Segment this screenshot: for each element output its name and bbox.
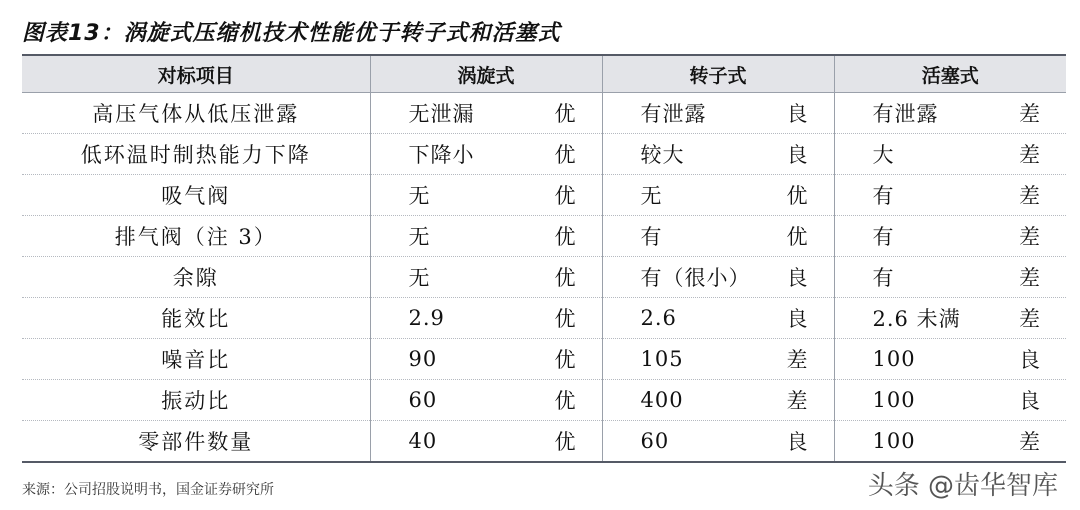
cell-content bbox=[371, 180, 602, 210]
cell-content bbox=[371, 385, 602, 415]
row-item-label: 高压气体从低压泄露 bbox=[22, 93, 370, 134]
cell-content bbox=[835, 180, 1067, 210]
cell-grade: 良 bbox=[1019, 389, 1040, 413]
cell-value: 2.9 bbox=[408, 306, 445, 330]
cell-value: 400 bbox=[640, 388, 684, 412]
cell-content bbox=[835, 426, 1067, 456]
cell-content bbox=[371, 98, 602, 128]
table-row bbox=[22, 216, 1066, 257]
table-cell bbox=[602, 134, 834, 175]
table-row bbox=[22, 421, 1066, 462]
cell-value: 无 bbox=[408, 184, 431, 208]
cell-value: 有 bbox=[872, 225, 895, 249]
table-cell bbox=[370, 298, 602, 339]
cell-content bbox=[603, 303, 834, 333]
cell-grade: 良 bbox=[786, 143, 808, 167]
row-item-label: 吸气阀 bbox=[22, 175, 370, 216]
source-note: 来源：公司招股说明书，国金证券研究所 bbox=[22, 482, 274, 498]
cell-grade: 差 bbox=[1019, 430, 1040, 454]
row-item-label: 噪音比 bbox=[22, 339, 370, 380]
cell-grade: 良 bbox=[786, 307, 808, 331]
figure-title: 图表13：涡旋式压缩机技术性能优于转子式和活塞式 bbox=[22, 21, 561, 46]
header-item: 对标项目 bbox=[22, 56, 370, 93]
table-cell bbox=[370, 339, 602, 380]
cell-value: 有 bbox=[872, 184, 895, 208]
cell-grade: 差 bbox=[786, 348, 808, 372]
table-cell bbox=[834, 134, 1066, 175]
cell-grade: 差 bbox=[1019, 307, 1040, 331]
table-cell bbox=[834, 339, 1066, 380]
table-cell bbox=[602, 257, 834, 298]
cell-content bbox=[371, 344, 602, 374]
cell-content bbox=[835, 262, 1067, 292]
table-cell bbox=[834, 93, 1066, 134]
cell-grade: 差 bbox=[1019, 184, 1040, 208]
cell-content bbox=[835, 385, 1067, 415]
table-cell bbox=[834, 380, 1066, 421]
cell-grade: 优 bbox=[554, 266, 576, 290]
table-row bbox=[22, 93, 1066, 134]
cell-content bbox=[371, 262, 602, 292]
table-header-row bbox=[22, 56, 1066, 93]
cell-grade: 优 bbox=[786, 184, 808, 208]
cell-value: 无 bbox=[640, 184, 663, 208]
cell-content bbox=[371, 303, 602, 333]
cell-content bbox=[835, 139, 1067, 169]
cell-value: 有 bbox=[872, 266, 895, 290]
row-item-label: 余隙 bbox=[22, 257, 370, 298]
cell-value: 无 bbox=[408, 266, 431, 290]
cell-grade: 良 bbox=[786, 430, 808, 454]
table-cell bbox=[834, 216, 1066, 257]
cell-grade: 优 bbox=[554, 143, 576, 167]
header-rotary: 转子式 bbox=[602, 56, 834, 93]
cell-grade: 优 bbox=[554, 307, 576, 331]
table-cell bbox=[602, 339, 834, 380]
cell-grade: 差 bbox=[1019, 266, 1040, 290]
cell-grade: 优 bbox=[554, 389, 576, 413]
table-cell bbox=[370, 93, 602, 134]
cell-content bbox=[603, 139, 834, 169]
table-cell bbox=[370, 175, 602, 216]
cell-grade: 差 bbox=[1019, 102, 1040, 126]
table-row bbox=[22, 380, 1066, 421]
table-cell bbox=[834, 421, 1066, 462]
cell-grade: 优 bbox=[554, 102, 576, 126]
cell-grade: 良 bbox=[786, 102, 808, 126]
cell-value: 无泄漏 bbox=[408, 102, 475, 126]
table-cell bbox=[370, 421, 602, 462]
cell-grade: 差 bbox=[1019, 225, 1040, 249]
cell-content bbox=[371, 426, 602, 456]
cell-content bbox=[835, 303, 1067, 333]
table-cell bbox=[834, 257, 1066, 298]
cell-value: 60 bbox=[408, 388, 438, 412]
cell-grade: 优 bbox=[786, 225, 808, 249]
table-cell bbox=[370, 216, 602, 257]
row-item-label: 零部件数量 bbox=[138, 430, 254, 454]
table-cell bbox=[602, 421, 834, 462]
table-cell bbox=[602, 216, 834, 257]
cell-value: 有泄露 bbox=[640, 102, 707, 126]
table-row bbox=[22, 175, 1066, 216]
row-item-label: 振动比 bbox=[22, 380, 370, 421]
cell-content bbox=[603, 180, 834, 210]
cell-value: 60 bbox=[640, 429, 670, 453]
cell-value: 90 bbox=[408, 347, 438, 371]
table-row bbox=[22, 257, 1066, 298]
table-cell bbox=[370, 257, 602, 298]
cell-grade: 差 bbox=[1019, 143, 1040, 167]
cell-value: 有泄露 bbox=[872, 102, 939, 126]
header-scroll: 涡旋式 bbox=[370, 56, 602, 93]
table-row bbox=[22, 339, 1066, 380]
cell-content bbox=[835, 98, 1067, 128]
table-cell bbox=[370, 380, 602, 421]
cell-grade: 优 bbox=[554, 348, 576, 372]
cell-grade: 差 bbox=[786, 389, 808, 413]
cell-grade: 良 bbox=[1019, 348, 1040, 372]
row-item-label: 能效比 bbox=[22, 298, 370, 339]
cell-value: 100 bbox=[872, 388, 916, 412]
cell-grade: 良 bbox=[786, 266, 808, 290]
row-item-label: 低环温时制热能力下降 bbox=[22, 134, 370, 175]
table-row bbox=[22, 298, 1066, 339]
cell-content bbox=[603, 385, 834, 415]
cell-value: 下降小 bbox=[408, 143, 475, 167]
cell-content bbox=[371, 221, 602, 251]
cell-value: 较大 bbox=[640, 143, 685, 167]
cell-content bbox=[371, 139, 602, 169]
cell-value: 2.6 未满 bbox=[872, 307, 961, 331]
cell-value: 100 bbox=[872, 347, 916, 371]
table-cell bbox=[602, 298, 834, 339]
cell-content bbox=[603, 344, 834, 374]
cell-grade: 优 bbox=[554, 225, 576, 249]
table-cell bbox=[602, 93, 834, 134]
table-cell bbox=[834, 298, 1066, 339]
watermark: 头条 @齿华智库 bbox=[867, 471, 1058, 501]
table-cell bbox=[370, 134, 602, 175]
cell-content bbox=[835, 221, 1067, 251]
cell-value: 有 bbox=[640, 225, 663, 249]
cell-value: 2.6 bbox=[640, 306, 677, 330]
cell-grade: 优 bbox=[554, 184, 576, 208]
row-item-label: 排气阀（注 3） bbox=[22, 216, 370, 257]
cell-content bbox=[835, 344, 1067, 374]
cell-value: 40 bbox=[408, 429, 438, 453]
table-row bbox=[22, 134, 1066, 175]
cell-content bbox=[603, 262, 834, 292]
cell-content bbox=[603, 426, 834, 456]
cell-content bbox=[603, 221, 834, 251]
cell-value: 100 bbox=[872, 429, 916, 453]
comparison-table bbox=[22, 54, 1066, 463]
table-cell bbox=[834, 175, 1066, 216]
cell-grade: 优 bbox=[554, 430, 576, 454]
table-cell bbox=[602, 380, 834, 421]
cell-value: 无 bbox=[408, 225, 431, 249]
cell-value: 105 bbox=[640, 347, 684, 371]
cell-value: 大 bbox=[872, 143, 895, 167]
header-piston: 活塞式 bbox=[834, 56, 1066, 93]
table-cell bbox=[602, 175, 834, 216]
cell-content bbox=[603, 98, 834, 128]
cell-value: 有（很小） bbox=[640, 266, 751, 290]
table-body bbox=[22, 93, 1066, 462]
